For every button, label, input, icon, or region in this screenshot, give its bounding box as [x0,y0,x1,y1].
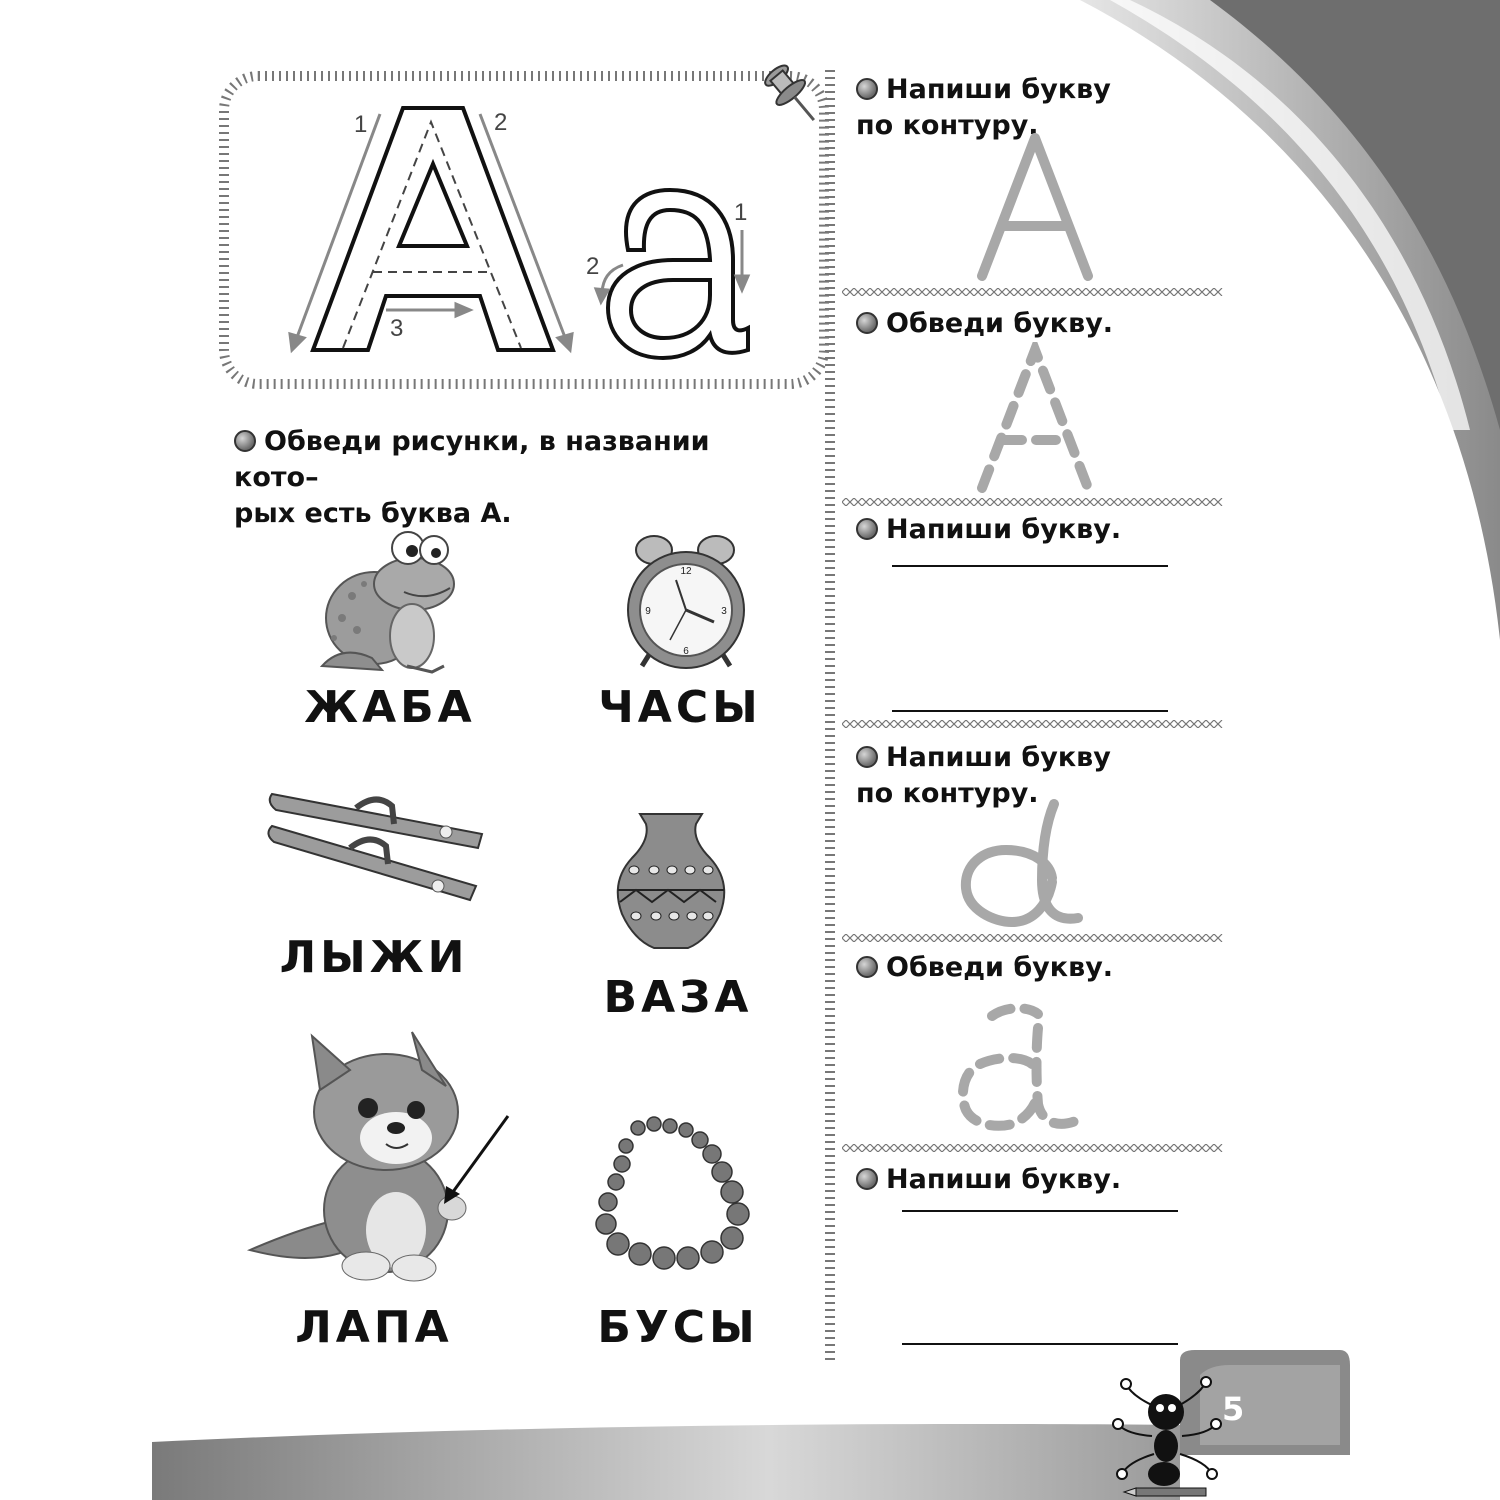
task-line-1: Напиши букву. [886,1164,1122,1195]
task-write-uppercase [856,512,1121,548]
task-line-1: Обведи букву. [886,308,1114,339]
word-label: БУСЫ [597,1302,759,1353]
zigzag-divider [842,934,1224,942]
svg-text:12: 12 [680,566,692,577]
bullet-icon [856,312,878,334]
bullet-icon [856,1168,878,1190]
guide-lowercase-a [954,798,1090,928]
bullet-icon [856,746,878,768]
vertical-divider [822,70,838,1360]
guide-uppercase-a [960,130,1110,282]
zigzag-divider [842,1144,1224,1152]
letter-box [218,70,830,390]
skis-icon [266,786,490,912]
word-label: ЛЫЖИ [279,932,469,983]
word-label: ЖАБА [304,682,476,733]
lowercase-a-outline [608,190,748,358]
frog-icon [312,526,462,676]
left-task-line-2: рых есть буква А. [234,498,512,529]
writing-line[interactable] [902,1210,1178,1212]
wolf-cub-icon [246,1030,516,1286]
svg-text:3: 3 [721,606,727,617]
vase-icon [612,810,730,952]
left-task-instruction [234,424,794,532]
ant-mascot-icon [1112,1376,1222,1500]
task-outline-uppercase [856,306,1113,342]
beads-icon [594,1114,754,1274]
writing-line[interactable] [892,565,1168,567]
task-line-2: по контуру. [856,110,1039,141]
zigzag-divider [842,720,1224,728]
stroke-number-1: 1 [354,111,368,138]
task-line-1: Напиши букву. [886,514,1122,545]
zigzag-divider [842,498,1224,506]
stroke-number-lower-1: 1 [734,199,748,226]
stroke-number-lower-2: 2 [586,253,600,280]
bullet-icon [856,518,878,540]
task-outline-lowercase [856,950,1113,986]
task-line-1: Напиши букву [886,74,1111,105]
writing-line[interactable] [892,710,1168,712]
dashed-lowercase-a [952,1000,1088,1136]
task-line-1: Напиши букву [886,742,1111,773]
task-line-1: Обведи букву. [886,952,1114,983]
push-pin-icon [760,58,824,130]
bullet-icon [234,430,256,452]
zigzag-divider [842,288,1224,296]
page-number: 5 [1222,1390,1245,1428]
svg-text:6: 6 [683,646,689,657]
bottom-band [152,1424,1180,1500]
stroke-number-2: 2 [494,109,508,136]
word-label: ВАЗА [603,972,753,1023]
alarm-clock-icon [624,530,748,670]
bullet-icon [856,956,878,978]
left-task-line-1: Обведи рисунки, в названии кото– [234,426,710,493]
stroke-number-3: 3 [390,315,404,342]
dashed-uppercase-a [960,342,1110,494]
task-write-lowercase [856,1162,1121,1198]
uppercase-a-outline [313,108,553,350]
svg-text:9: 9 [645,606,651,617]
task-line-2: по контуру. [856,778,1039,809]
word-label: ЛАПА [295,1302,453,1353]
bullet-icon [856,78,878,100]
word-label: ЧАСЫ [598,682,762,733]
writing-line[interactable] [902,1343,1178,1345]
